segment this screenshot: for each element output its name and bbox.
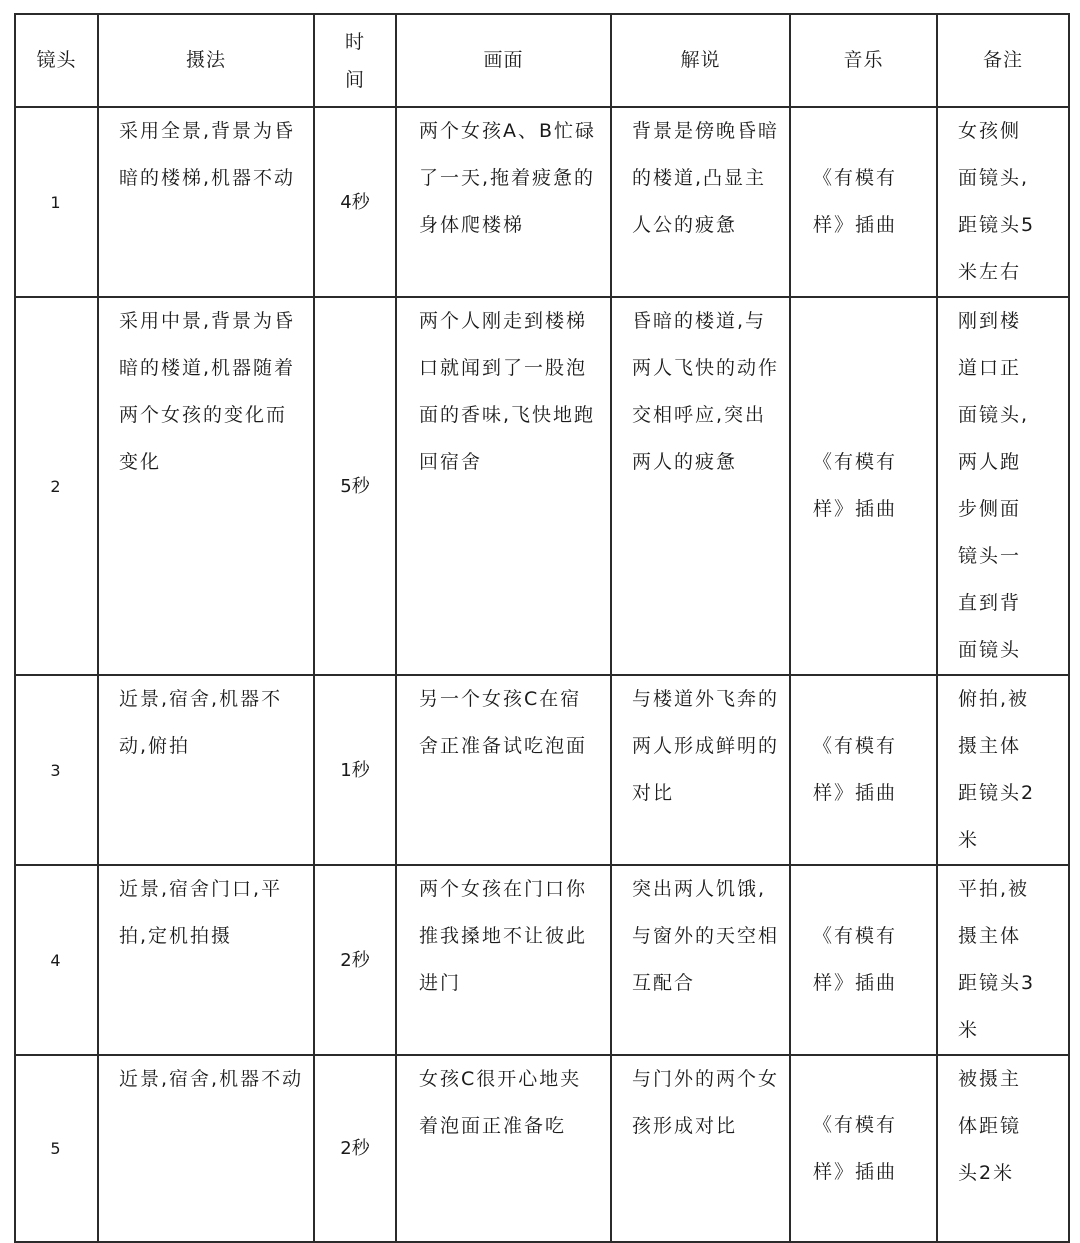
cell-music: 《有模有样》插曲 bbox=[790, 297, 937, 675]
cell-time: 1秒 bbox=[314, 675, 396, 865]
cell-time: 2秒 bbox=[314, 1055, 396, 1242]
table-row bbox=[15, 865, 1069, 1055]
cell-method: 近景,宿舍,机器不动 bbox=[98, 1055, 314, 1242]
cell-shot: 3 bbox=[15, 675, 98, 865]
table-row bbox=[15, 1055, 1069, 1242]
header-time-line2: 间 bbox=[344, 68, 365, 91]
cell-scene: 两个女孩A、B忙碌了一天,拖着疲惫的身体爬楼梯 bbox=[396, 107, 611, 297]
cell-scene: 另一个女孩C在宿舍正准备试吃泡面 bbox=[396, 675, 611, 865]
cell-commentary: 昏暗的楼道,与两人飞快的动作交相呼应,突出两人的疲惫 bbox=[611, 297, 790, 675]
header-row bbox=[15, 14, 1069, 107]
header-commentary: 解说 bbox=[611, 14, 790, 107]
cell-shot: 5 bbox=[15, 1055, 98, 1242]
cell-method: 采用中景,背景为昏暗的楼道,机器随着两个女孩的变化而变化 bbox=[98, 297, 314, 675]
header-notes: 备注 bbox=[937, 14, 1069, 107]
cell-time: 2秒 bbox=[314, 865, 396, 1055]
cell-scene: 两个女孩在门口你推我搡地不让彼此进门 bbox=[396, 865, 611, 1055]
cell-commentary: 与楼道外飞奔的两人形成鲜明的对比 bbox=[611, 675, 790, 865]
cell-time: 4秒 bbox=[314, 107, 396, 297]
cell-music: 《有模有样》插曲 bbox=[790, 675, 937, 865]
header-time-line1: 时 bbox=[344, 30, 365, 53]
cell-music: 《有模有样》插曲 bbox=[790, 107, 937, 297]
cell-scene: 女孩C很开心地夹着泡面正准备吃 bbox=[396, 1055, 611, 1242]
header-method: 摄法 bbox=[98, 14, 314, 107]
cell-notes: 俯拍,被摄主体距镜头2米 bbox=[937, 675, 1069, 865]
cell-method: 近景,宿舍,机器不动,俯拍 bbox=[98, 675, 314, 865]
header-shot: 镜头 bbox=[15, 14, 98, 107]
table-row bbox=[15, 107, 1069, 297]
header-time bbox=[314, 14, 396, 107]
cell-commentary: 与门外的两个女孩形成对比 bbox=[611, 1055, 790, 1242]
cell-notes: 刚到楼道口正面镜头,两人跑步侧面镜头一直到背面镜头 bbox=[937, 297, 1069, 675]
cell-commentary: 背景是傍晚昏暗的楼道,凸显主人公的疲惫 bbox=[611, 107, 790, 297]
table-row bbox=[15, 675, 1069, 865]
cell-commentary: 突出两人饥饿,与窗外的天空相互配合 bbox=[611, 865, 790, 1055]
header-music: 音乐 bbox=[790, 14, 937, 107]
storyboard-table bbox=[14, 13, 1070, 1243]
header-scene: 画面 bbox=[396, 14, 611, 107]
cell-notes: 女孩侧面镜头,距镜头5米左右 bbox=[937, 107, 1069, 297]
cell-music: 《有模有样》插曲 bbox=[790, 865, 937, 1055]
cell-shot: 4 bbox=[15, 865, 98, 1055]
cell-method: 采用全景,背景为昏暗的楼梯,机器不动 bbox=[98, 107, 314, 297]
cell-shot: 2 bbox=[15, 297, 98, 675]
cell-method: 近景,宿舍门口,平拍,定机拍摄 bbox=[98, 865, 314, 1055]
cell-notes: 平拍,被摄主体距镜头3米 bbox=[937, 865, 1069, 1055]
cell-notes: 被摄主体距镜头2米 bbox=[937, 1055, 1069, 1242]
table-row bbox=[15, 297, 1069, 675]
cell-scene: 两个人刚走到楼梯口就闻到了一股泡面的香味,飞快地跑回宿舍 bbox=[396, 297, 611, 675]
cell-music: 《有模有样》插曲 bbox=[790, 1055, 937, 1242]
cell-time: 5秒 bbox=[314, 297, 396, 675]
cell-shot: 1 bbox=[15, 107, 98, 297]
